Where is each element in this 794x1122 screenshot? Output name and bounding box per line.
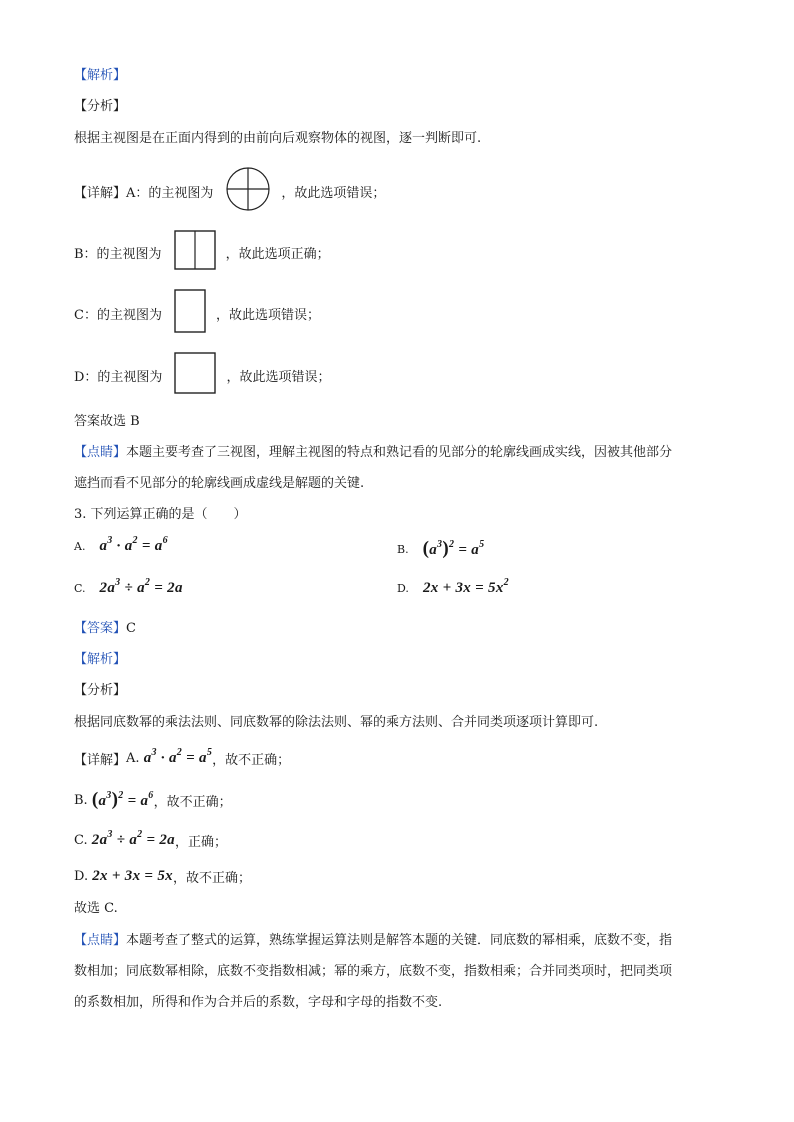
jiexi-tag-1: 【解析】	[74, 68, 127, 83]
detail-A-suffix: ，故此选项错误；	[281, 185, 386, 201]
option-C: C. $2a^3 \div a^2 = 2a$	[74, 577, 183, 596]
answer-text-1: 答案故选 B	[74, 414, 140, 429]
comment3-line-3: 的系数相加，所得和作为合并后的系数，字母和字母的指数不变.	[74, 995, 443, 1010]
comment-line-1: 【点睛】本题主要考查了三视图，理解主视图的特点和熟记看的见部分的轮廓线画成实线，因被其他部分	[74, 445, 673, 460]
detail-3-A: 【详解】 A. $a^3 \cdot a^2 = a^5$ ，故不正确；	[74, 747, 291, 768]
detail-B-suffix: ，故此选项正确；	[225, 246, 330, 262]
fenxi-tag-3: 【分析】	[74, 683, 127, 698]
detail-3-C-formula: $2a^3 \div a^2 = 2a$	[91, 829, 175, 848]
detail-D-row	[74, 352, 330, 398]
analysis-text-3: 根据同底数幂的乘法法则、同底数幂的除法法则、幂的乘方法则、合并同类项逐项计算即可.	[74, 715, 599, 730]
answer-value-3: C	[126, 621, 136, 636]
comment3-line-2: 数相加；同底数幂相除，底数不变指数相减；幂的乘方，底数不变，指数相乘；合并同类项时，把同类项	[74, 964, 673, 979]
option-D: D. $2x + 3x = 5x^2$	[397, 577, 509, 596]
fenxi-tag-1: 【分析】	[74, 99, 127, 114]
detail-3-C: C. $2a^3 \div a^2 = 2a$ ，正确；	[74, 829, 228, 850]
detail-A-prefix: A：的主视图为	[126, 185, 214, 201]
conclusion-3: 故选 C.	[74, 901, 118, 916]
detail-B-prefix: B：的主视图为	[74, 246, 162, 262]
analysis-text-1: 根据主视图是在正面内得到的由前向后观察物体的视图，逐一判断即可.	[74, 131, 482, 146]
detail-C-suffix: ，故此选项错误；	[215, 307, 320, 323]
tall-rectangle-figure	[174, 289, 206, 337]
option-A: A. $a^3 \cdot a^2 = a^6$	[74, 535, 168, 554]
circle-cross-figure	[225, 166, 271, 216]
detail-3-D: D. 2x + 3x = 5x ，故不正确；	[74, 868, 251, 886]
answer-tag-3: 【答案】	[74, 621, 127, 636]
dianjing-tag-3: 【点睛】	[74, 933, 127, 948]
detail-3-B-formula: $(a^3)^2 = a^6$	[91, 789, 154, 810]
detail-3-D-formula: 2x + 3x = 5x	[92, 868, 173, 884]
detail-tag-1: 【详解】	[74, 185, 127, 201]
detail-tag-3: 【详解】	[74, 753, 127, 768]
detail-D-suffix: ，故此选项错误；	[226, 369, 331, 385]
square-figure	[174, 352, 216, 398]
option-B: B. $(a^3)^2 = a^5$	[397, 538, 485, 559]
detail-D-prefix: D：的主视图为	[74, 369, 163, 385]
comment3-line-1: 【点睛】本题考查了整式的运算，熟练掌握运算法则是解答本题的关键．同底数的幂相乘，底数不变，指	[74, 933, 673, 948]
detail-3-B: B. $(a^3)^2 = a^6$ ，故不正确；	[74, 789, 232, 810]
detail-C-prefix: C：的主视图为	[74, 307, 162, 323]
detail-C-row	[74, 289, 320, 337]
answer-line-3	[74, 619, 136, 639]
option-B-formula: $(a^3)^2 = a^5$	[422, 538, 485, 559]
option-A-formula: $a^3 \cdot a^2 = a^6$	[99, 535, 168, 554]
option-C-formula: $2a^3 \div a^2 = 2a$	[99, 577, 183, 596]
option-D-formula: $2x + 3x = 5x^2$	[422, 577, 509, 596]
detail-3-A-formula: $a^3 \cdot a^2 = a^5$	[143, 747, 213, 766]
comment-line-2: 遮挡而看不见部分的轮廓线画成虚线是解题的关键.	[74, 476, 365, 491]
detail-B-row	[74, 230, 330, 274]
question-3-stem: 3. 下列运算正确的是（ ）	[74, 507, 247, 522]
jiexi-tag-3: 【解析】	[74, 652, 127, 667]
dianjing-tag-1: 【点睛】	[74, 445, 127, 460]
split-rectangle-figure	[174, 230, 216, 274]
detail-A-row	[74, 166, 385, 216]
